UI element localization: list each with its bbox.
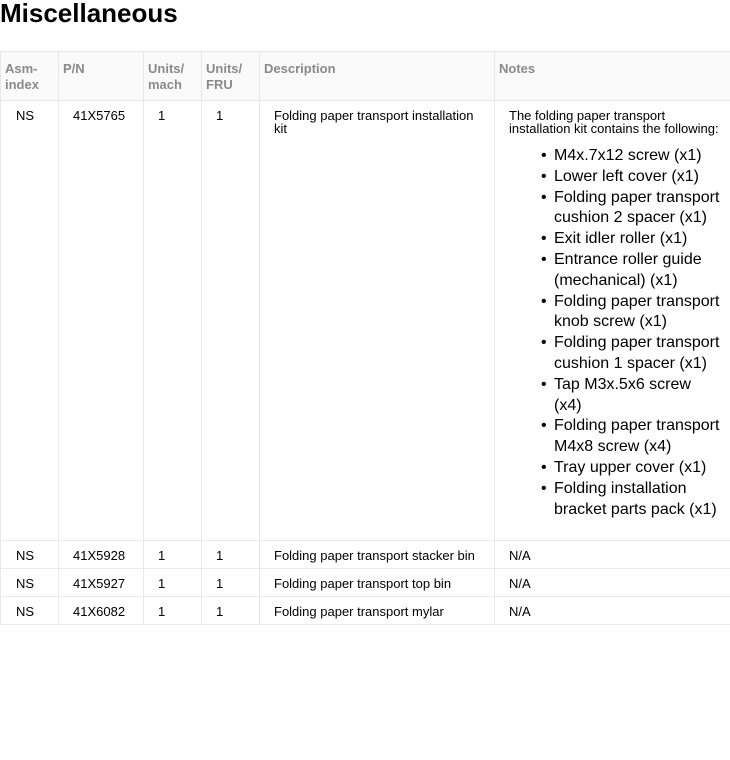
cell-units-mach: 1 — [144, 569, 202, 597]
cell-notes: N/A — [495, 569, 730, 597]
list-item: • Folding paper transport cushion 1 spacer (x1) — [554, 333, 722, 375]
cell-asm-index: NS — [1, 597, 59, 625]
header-units-fru: Units/ FRU — [202, 52, 260, 101]
list-item: • M4x.7x12 screw (x1) — [554, 146, 722, 167]
parts-table — [0, 51, 730, 625]
list-item: • Folding paper transport cushion 2 spacer (x1) — [554, 188, 722, 230]
cell-units-mach: 1 — [144, 101, 202, 541]
cell-units-mach: 1 — [144, 597, 202, 625]
header-description: Description — [260, 52, 495, 101]
header-asm-index: Asm-index — [1, 52, 59, 101]
list-item: • Folding paper transport knob screw (x1) — [554, 292, 722, 334]
cell-part-number: 41X5928 — [59, 541, 144, 569]
list-item: • Tray upper cover (x1) — [554, 458, 722, 479]
cell-description: Folding paper transport mylar — [260, 597, 495, 625]
cell-units-mach: 1 — [144, 541, 202, 569]
cell-part-number: 41X6082 — [59, 597, 144, 625]
cell-units-fru: 1 — [202, 101, 260, 541]
page-title: Miscellaneous — [0, 0, 178, 28]
kit-contents-list — [509, 146, 722, 520]
cell-description: Folding paper transport top bin — [260, 569, 495, 597]
cell-asm-index: NS — [1, 541, 59, 569]
list-item: • Folding installation bracket parts pack (x1) — [554, 479, 722, 521]
cell-description: Folding paper transport stacker bin — [260, 541, 495, 569]
list-item: • Exit idler roller (x1) — [554, 229, 722, 250]
header-units-mach: Units/ mach — [144, 52, 202, 101]
cell-notes: N/A — [495, 541, 730, 569]
table-row — [1, 597, 730, 625]
cell-notes — [495, 101, 730, 541]
cell-asm-index: NS — [1, 101, 59, 541]
list-item: • Lower left cover (x1) — [554, 167, 722, 188]
cell-units-fru: 1 — [202, 597, 260, 625]
table-row — [1, 569, 730, 597]
table-header-row — [1, 52, 730, 101]
header-pn: P/N — [59, 52, 144, 101]
cell-notes: N/A — [495, 597, 730, 625]
list-item: • Folding paper transport M4x8 screw (x4) — [554, 416, 722, 458]
cell-part-number: 41X5765 — [59, 101, 144, 541]
table-row — [1, 101, 730, 541]
cell-description: Folding paper transport installation kit — [260, 101, 495, 541]
cell-units-fru: 1 — [202, 541, 260, 569]
notes-intro: The folding paper transport installation kit contains the following: — [509, 108, 719, 136]
table-row — [1, 541, 730, 569]
list-item: • Tap M3x.5x6 screw (x4) — [554, 375, 722, 417]
list-item: • Entrance roller guide (mechanical) (x1) — [554, 250, 722, 292]
cell-asm-index: NS — [1, 569, 59, 597]
header-notes: Notes — [495, 52, 730, 101]
cell-part-number: 41X5927 — [59, 569, 144, 597]
cell-units-fru: 1 — [202, 569, 260, 597]
